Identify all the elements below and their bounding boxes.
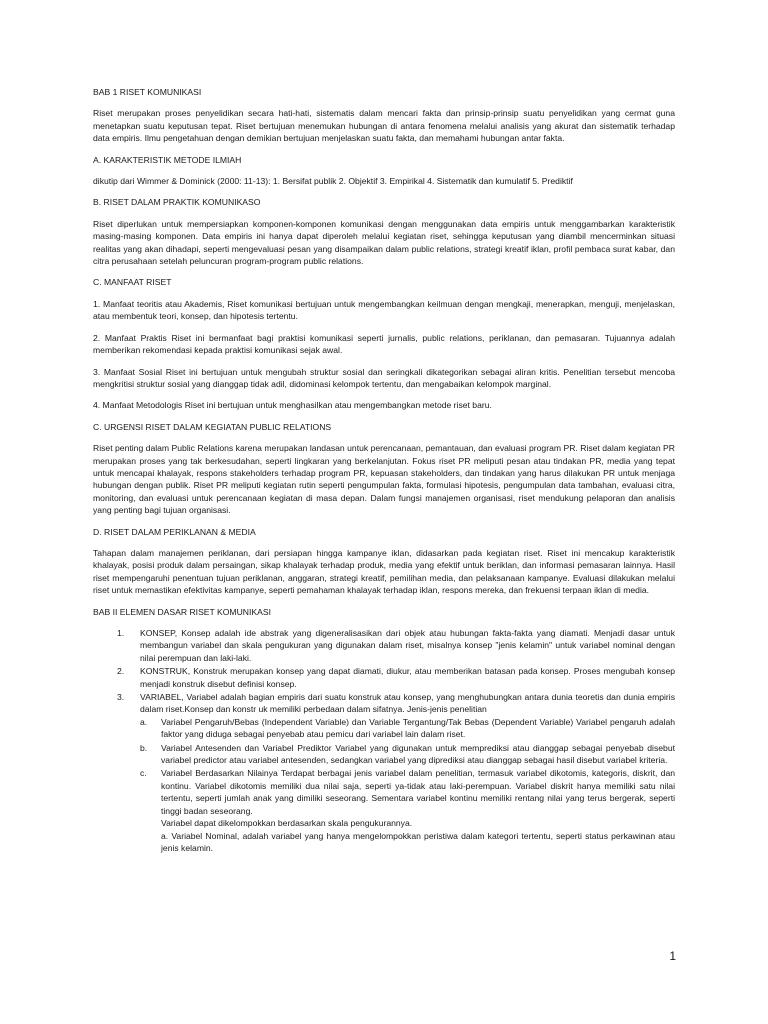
section-c-title: C. MANFAAT RISET [93, 277, 172, 288]
list-item-text: KONSEP, Konsep adalah ide abstrak yang digeneralisasikan dari objek atau hubungan fakta-fakta yang diamati. Menjadi dasar untuk membangun variabel dan skala pengukuran yang digunakan dalam riset, misalnya konsep "jenis kelamin" untuk variabel nominal dengan nilai perempuan dan laki-laki. [140, 628, 675, 663]
document-body [93, 86, 675, 854]
list-item-variabel [93, 691, 675, 854]
chapter-1-title: BAB 1 RISET KOMUNIKASI [93, 87, 202, 97]
benefit-item-2: 2. Manfaat Praktis Riset ini bermanfaat bagi praktisi komunikasi seperti jurnalis, public relations, periklanan, dan pemasaran. Tujuannya adalah memberikan rekomendasi kepada praktisi komunikasi sejak awal. [93, 332, 675, 356]
section-d-text: Tahapan dalam manajemen periklanan, dari persiapan hingga kampanye iklan, didasarkan pada kegiatan riset. Riset ini mencakup karakteristik khalayak, posisi produk dalam persaingan, sikap khalayak terhadap produk, media yang efektif untuk beriklan, dan informasi pemasaran lainnya. Hasil riset mempengaruhi penentuan tujuan periklanan, anggaran, strategi kreatif, pemilihan media, dan pelaksanaan kampanye. Evaluasi dilakukan melalui riset untuk memastikan efektivitas kampanye, seperti pemahaman khalayak terhadap iklan, respons mereka, dan frekuensi terpaan iklan di media. [93, 547, 675, 596]
section-d-title: D. RISET DALAM PERIKLANAN & MEDIA [93, 526, 256, 537]
elements-list [93, 627, 675, 854]
sub-item-c [140, 767, 675, 854]
section-a-title: A. KARAKTERISTIK METODE ILMIAH [93, 154, 242, 165]
chapter-2-title: BAB II ELEMEN DASAR RISET KOMUNIKASI [93, 606, 271, 617]
section-b-text: Riset diperlukan untuk mempersiapkan komponen-komponen komunikasi dengan menggunakan data empiris untuk menggambarkan karakteristik masing-masing komponen. Data empiris ini hanya dapat diperoleh melalui kegiatan riset, sehingga keputusan yang diambil mencerminkan situasi realitas yang akan dihadapi, seperti mengevaluasi pesan yang disampaikan dalam public relations, strategi kreatif iklan, profil pembaca surat kabar, dan citra perusahaan setelah peluncuran program-program public relations. [93, 218, 675, 267]
section-c2-text: Riset penting dalam Public Relations karena merupakan landasan untuk perencanaan, pemantauan, dan evaluasi program PR. Riset dalam kegiatan PR merupakan proses yang tak berkesudahan, seperti lingkaran yang berkelanjutan. Fokus riset PR meliputi pesan atau tindakan PR, media yang tepat untuk mencapai khalayak, respons stakeholders terhadap program PR, kepuasan stakeholders, dan tindakan yang harus dilakukan PR untuk menjaga hubungan dengan publik. Riset PR meliputi kegiatan rutin seperti pengumpulan fakta, formulasi hipotesis, pengumpulan data tambahan, evaluasi citra, monitoring, dan evaluasi untuk perencanaan kegiatan di masa depan. Dalam fungsi manajemen organisasi, riset mendukung pelaporan dan analisis yang penting bagi tujuan organisasi. [93, 443, 675, 516]
sub-item-extra-2: a. Variabel Nominal, adalah variabel yang hanya mengelompokkan peristiwa dalam kategori tertentu, seperti status perkawinan atau jenis kelamin. [161, 830, 675, 853]
list-item-konsep [93, 627, 675, 664]
list-number: 1. [117, 628, 125, 638]
list-number: 3. [117, 692, 125, 703]
section-c2-title: C. URGENSI RISET DALAM KEGIATAN PUBLIC RELATIONS [93, 421, 332, 432]
sub-letter: b. [140, 742, 148, 753]
sub-letter: a. [140, 716, 148, 727]
sub-item-b [140, 742, 675, 767]
list-number: 2. [117, 666, 125, 677]
sub-item-extra-1: Variabel dapat dikelompokkan berdasarkan skala pengukurannya. [161, 818, 413, 829]
sub-item-a [140, 716, 675, 741]
section-a-text: dikutip dari Wimmer & Dominick (2000: 11-13): 1. Bersifat publik 2. Objektif 3. Empirikal 4. Sistematik dan kumulatif 5. Prediktif [93, 176, 573, 187]
intro-paragraph: Riset merupakan proses penyelidikan secara hati-hati, sistematis dalam mencari fakta dan prinsip-prinsip suatu penyelidikan yang cermat guna menetapkan suatu keputusan tepat. Riset bertujuan menemukan hubungan di antara fenomena melalui analisis yang akurat dan sistematik terhadap data empiris. Ilmu pengetahuan dengan demikian bertujuan menjelaskan suatu fakta, dan memahami hubungan antar fakta. [93, 108, 675, 144]
section-b-title: B. RISET DALAM PRAKTIK KOMUNIKASO [93, 197, 261, 208]
benefit-item-4: 4. Manfaat Metodologis Riset ini bertujuan untuk menghasilkan atau mengembangkan metode riset baru. [93, 400, 492, 411]
benefit-item-1: 1. Manfaat teoritis atau Akademis, Riset komunikasi bertujuan untuk mengembangkan keilmuan dengan mengkaji, menerapkan, menguji, menjelaskan, atau membentuk teori, konsep, dan hipotesis tertentu. [93, 298, 675, 322]
list-item-konstruk [93, 665, 675, 690]
page-number: 1 [669, 949, 676, 963]
benefit-item-3: 3. Manfaat Sosial Riset ini bertujuan untuk mengubah struktur sosial dan seringkali dikategorikan sebagai aliran kritis. Penelitian tersebut mencoba mengkritisi struktur sosial yang dianggap tidak adil, didominasi kelompok tertentu, dan mengabaikan kelompok marginal. [93, 366, 675, 389]
sub-item-text: Variabel Antesenden dan Variabel Prediktor Variabel yang digunakan untuk memprediksi atau dianggap sebagai penyebab disebut variabel predictor atau variabel antesenden, sedangkan variabel yang diprediksi atau dianggap sebagai hasil disebut variabel kriteria. [161, 742, 675, 766]
sub-item-text: Variabel Pengaruh/Bebas (Independent Variable) dan Variable Tergantung/Tak Bebas (Dependent Variable) Variabel pengaruh adalah faktor yang diduga sebagai penyebab atau pemicu dari variabel lain dalam riset. [161, 716, 675, 740]
list-item-text: KONSTRUK, Konstruk merupakan konsep yang dapat diamati, diukur, atau memberikan batasan pada konsep. Proses mengubah konsep menjadi konstruk disebut definisi konsep. [140, 666, 675, 689]
variable-types-list [140, 716, 675, 854]
list-item-text: VARIABEL, Variabel adalah bagian empiris dari suatu konstruk atau konsep, yang menghubungkan antara dunia teoretis dan dunia empiris dalam riset.Konsep dan konstr uk memiliki perbedaan dalam sifatnya. Jenis-jenis penelitian [140, 692, 675, 715]
sub-item-text: Variabel Berdasarkan Nilainya Terdapat berbagai jenis variabel dalam penelitian, termasuk variabel dikotomis, kategoris, diskrit, dan kontinu. Variabel dikotomis memiliki dua nilai saja, seperti ya-tidak atau laki-perempuan. Variabel diskrit hanya memiliki satu nilai tertentu, seperti jumlah anak yang dimiliki seseorang. Sementara variabel kontinu memiliki rentang nilai yang terus bergerak, seperti tinggi badan seseorang. [161, 768, 675, 816]
sub-letter: c. [140, 768, 147, 779]
